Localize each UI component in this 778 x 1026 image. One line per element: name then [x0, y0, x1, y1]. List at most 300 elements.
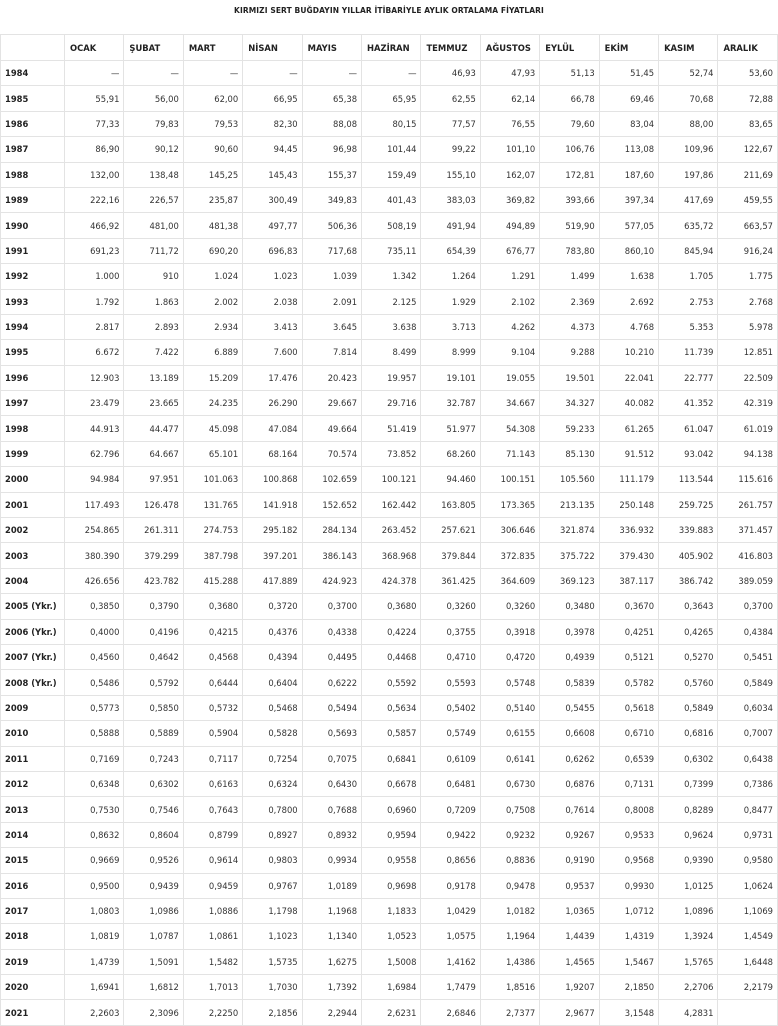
price-cell: —	[65, 61, 124, 86]
price-cell: 109,96	[659, 137, 718, 162]
price-cell: 2.038	[243, 289, 302, 314]
price-cell: 2.934	[183, 314, 242, 339]
price-cell: 389.059	[718, 568, 778, 593]
price-cell: 0,4642	[124, 644, 183, 669]
price-cell: 401,43	[362, 187, 421, 212]
price-cell: 0,4376	[243, 619, 302, 644]
price-cell: 7.814	[302, 340, 361, 365]
price-cell: 6.889	[183, 340, 242, 365]
price-cell: 1,1340	[302, 924, 361, 949]
price-cell: 735,11	[362, 238, 421, 263]
price-cell: 371.457	[718, 518, 778, 543]
price-cell: 0,6841	[362, 746, 421, 771]
price-cell: 1.024	[183, 264, 242, 289]
price-cell: 0,7117	[183, 746, 242, 771]
year-cell: 1986	[1, 111, 65, 136]
table-row	[1, 746, 778, 771]
price-cell: 113.544	[659, 467, 718, 492]
price-cell: 0,7399	[659, 771, 718, 796]
price-cell: 336.932	[599, 518, 658, 543]
price-cell: 0,8656	[421, 848, 480, 873]
price-cell: 0,3720	[243, 594, 302, 619]
price-cell: 1,0189	[302, 873, 361, 898]
price-cell: 2,1850	[599, 975, 658, 1000]
price-cell: 481,38	[183, 213, 242, 238]
price-cell: 19.501	[540, 365, 599, 390]
year-cell: 2016	[1, 873, 65, 898]
price-cell: 91.512	[599, 441, 658, 466]
year-cell: 1995	[1, 340, 65, 365]
price-cell: —	[362, 61, 421, 86]
price-cell: 101,44	[362, 137, 421, 162]
price-cell: 1,0429	[421, 898, 480, 923]
price-cell: 70,68	[659, 86, 718, 111]
price-cell: 0,8799	[183, 822, 242, 847]
price-cell: 79,53	[183, 111, 242, 136]
year-cell: 2017	[1, 898, 65, 923]
price-cell: 66,78	[540, 86, 599, 111]
price-cell: 379.430	[599, 543, 658, 568]
price-cell: 34.667	[480, 391, 539, 416]
price-cell: 0,5849	[718, 670, 778, 695]
price-cell: 2,2179	[718, 975, 778, 1000]
price-cell: 417,69	[659, 187, 718, 212]
year-cell: 1998	[1, 416, 65, 441]
price-cell: 0,3978	[540, 619, 599, 644]
price-cell: 1,4565	[540, 949, 599, 974]
price-cell: 1.929	[421, 289, 480, 314]
year-cell: 1999	[1, 441, 65, 466]
price-cell: 51.419	[362, 416, 421, 441]
price-cell: 426.656	[65, 568, 124, 593]
year-cell: 2002	[1, 518, 65, 543]
price-cell	[718, 1000, 778, 1025]
table-row	[1, 644, 778, 669]
price-cell: 393,66	[540, 187, 599, 212]
price-cell: 100.868	[243, 467, 302, 492]
price-cell: 62,55	[421, 86, 480, 111]
price-cell: 49.664	[302, 416, 361, 441]
price-cell: 2.091	[302, 289, 361, 314]
year-cell: 1987	[1, 137, 65, 162]
table-row	[1, 1000, 778, 1025]
price-cell: 122,67	[718, 137, 778, 162]
price-cell: 506,36	[302, 213, 361, 238]
price-cell: 0,7800	[243, 797, 302, 822]
price-cell: 0,3850	[65, 594, 124, 619]
price-cell: 0,6155	[480, 721, 539, 746]
price-cell: 79,83	[124, 111, 183, 136]
price-cell: 62,00	[183, 86, 242, 111]
year-cell: 2013	[1, 797, 65, 822]
price-cell: 44.477	[124, 416, 183, 441]
price-cell: 0,4560	[65, 644, 124, 669]
price-cell: 44.913	[65, 416, 124, 441]
price-cell: 40.082	[599, 391, 658, 416]
price-cell: 0,4720	[480, 644, 539, 669]
price-cell: 52,74	[659, 61, 718, 86]
price-cell: 90,12	[124, 137, 183, 162]
price-cell: 132,00	[65, 162, 124, 187]
price-cell: 0,7243	[124, 746, 183, 771]
price-cell: 0,6539	[599, 746, 658, 771]
price-cell: 1,7392	[302, 975, 361, 1000]
table-body	[1, 61, 778, 1026]
price-cell: 1,5482	[183, 949, 242, 974]
table-row	[1, 61, 778, 86]
price-cell: 0,9624	[659, 822, 718, 847]
header-row	[1, 35, 778, 61]
price-cell: 577,05	[599, 213, 658, 238]
price-cell: 0,5749	[421, 721, 480, 746]
price-cell: 0,3260	[421, 594, 480, 619]
table-row	[1, 86, 778, 111]
price-cell: 423.782	[124, 568, 183, 593]
price-cell: 1,6812	[124, 975, 183, 1000]
price-cell: 1.023	[243, 264, 302, 289]
price-cell: 0,9558	[362, 848, 421, 873]
year-cell: 2006 (Ykr.)	[1, 619, 65, 644]
price-cell: 0,9614	[183, 848, 242, 873]
price-cell: 1,1968	[302, 898, 361, 923]
price-cell: 94.984	[65, 467, 124, 492]
price-cell: 0,9930	[599, 873, 658, 898]
price-cell: 101.063	[183, 467, 242, 492]
year-cell: 2012	[1, 771, 65, 796]
price-cell: 55,91	[65, 86, 124, 111]
price-cell: 0,6222	[302, 670, 361, 695]
price-cell: 94.138	[718, 441, 778, 466]
year-cell: 1985	[1, 86, 65, 111]
price-cell: 0,9731	[718, 822, 778, 847]
price-cell: 0,9537	[540, 873, 599, 898]
price-cell: 111.179	[599, 467, 658, 492]
price-cell: 115.616	[718, 467, 778, 492]
price-cell: 141.918	[243, 492, 302, 517]
table-row	[1, 264, 778, 289]
price-cell: 162.442	[362, 492, 421, 517]
price-cell: 0,5828	[243, 721, 302, 746]
price-cell: 2.102	[480, 289, 539, 314]
price-cell: 0,5270	[659, 644, 718, 669]
price-cell: 0,9439	[124, 873, 183, 898]
price-cell: 1,6448	[718, 949, 778, 974]
table-header	[1, 35, 778, 61]
price-cell: 0,4568	[183, 644, 242, 669]
price-cell: 1,0182	[480, 898, 539, 923]
price-cell: 635,72	[659, 213, 718, 238]
price-cell: 96,98	[302, 137, 361, 162]
price-cell: 71.143	[480, 441, 539, 466]
price-cell: 321.874	[540, 518, 599, 543]
column-header: OCAK	[65, 35, 124, 61]
price-cell: 3.413	[243, 314, 302, 339]
table-row	[1, 441, 778, 466]
price-cell: 41.352	[659, 391, 718, 416]
price-cell: 23.479	[65, 391, 124, 416]
price-cell: 845,94	[659, 238, 718, 263]
table-row	[1, 797, 778, 822]
price-cell: 0,9533	[599, 822, 658, 847]
price-cell: 361.425	[421, 568, 480, 593]
price-cell: 61.265	[599, 416, 658, 441]
price-cell: 19.055	[480, 365, 539, 390]
price-cell: 4.262	[480, 314, 539, 339]
price-cell: 1.775	[718, 264, 778, 289]
year-cell: 1992	[1, 264, 65, 289]
price-cell: 0,5849	[659, 695, 718, 720]
price-cell: 22.777	[659, 365, 718, 390]
price-cell: 0,5889	[124, 721, 183, 746]
column-header: MAYIS	[302, 35, 361, 61]
price-cell: 284.134	[302, 518, 361, 543]
price-cell: 0,4394	[243, 644, 302, 669]
price-cell: 0,7614	[540, 797, 599, 822]
table-row	[1, 695, 778, 720]
price-cell: 1.499	[540, 264, 599, 289]
price-cell: 68.164	[243, 441, 302, 466]
price-cell: 88,00	[659, 111, 718, 136]
year-cell: 1989	[1, 187, 65, 212]
price-cell: 1,4386	[480, 949, 539, 974]
table-row	[1, 492, 778, 517]
price-cell: 66,95	[243, 86, 302, 111]
price-cell: 0,6960	[362, 797, 421, 822]
price-cell: 0,7688	[302, 797, 361, 822]
price-cell: 0,5486	[65, 670, 124, 695]
price-cell: 0,3670	[599, 594, 658, 619]
price-cell: 0,9267	[540, 822, 599, 847]
price-cell: 0,9580	[718, 848, 778, 873]
price-cell: 7.422	[124, 340, 183, 365]
price-cell: 65,38	[302, 86, 361, 111]
year-cell: 2015	[1, 848, 65, 873]
year-cell: 2020	[1, 975, 65, 1000]
price-cell: 0,4495	[302, 644, 361, 669]
price-cell: 0,6324	[243, 771, 302, 796]
price-cell: 106,76	[540, 137, 599, 162]
year-cell: 2010	[1, 721, 65, 746]
price-cell: 369.123	[540, 568, 599, 593]
price-cell: 10.210	[599, 340, 658, 365]
price-cell: 2,9677	[540, 1000, 599, 1025]
price-cell: 0,9190	[540, 848, 599, 873]
price-cell: 1.291	[480, 264, 539, 289]
price-cell: 0,6302	[659, 746, 718, 771]
table-row	[1, 340, 778, 365]
table-row	[1, 771, 778, 796]
price-cell: 0,9568	[599, 848, 658, 873]
table-row	[1, 391, 778, 416]
price-cell: 1,1023	[243, 924, 302, 949]
price-cell: 1,0803	[65, 898, 124, 923]
price-cell: 2.753	[659, 289, 718, 314]
price-cell: 0,5857	[362, 721, 421, 746]
price-cell: 9.288	[540, 340, 599, 365]
price-cell: 261.311	[124, 518, 183, 543]
price-cell: 61.019	[718, 416, 778, 441]
price-cell: 1,5467	[599, 949, 658, 974]
price-cell: 7.600	[243, 340, 302, 365]
price-cell: 2,2944	[302, 1000, 361, 1025]
price-cell: 1,0624	[718, 873, 778, 898]
price-cell: 0,6481	[421, 771, 480, 796]
price-cell: 2,2250	[183, 1000, 242, 1025]
year-cell: 1994	[1, 314, 65, 339]
price-cell: 364.609	[480, 568, 539, 593]
year-cell: 2018	[1, 924, 65, 949]
year-cell: 1990	[1, 213, 65, 238]
price-cell: 0,4939	[540, 644, 599, 669]
price-cell: 5.978	[718, 314, 778, 339]
price-cell: 80,15	[362, 111, 421, 136]
price-cell: 0,7254	[243, 746, 302, 771]
price-cell: 259.725	[659, 492, 718, 517]
price-cell: 1,5091	[124, 949, 183, 974]
table-row	[1, 898, 778, 923]
column-header-year	[1, 35, 65, 61]
price-cell: 369,82	[480, 187, 539, 212]
price-cell: 263.452	[362, 518, 421, 543]
price-cell: 0,7546	[124, 797, 183, 822]
column-header: EKİM	[599, 35, 658, 61]
price-cell: 0,3918	[480, 619, 539, 644]
price-cell: 213.135	[540, 492, 599, 517]
price-cell: 0,5402	[421, 695, 480, 720]
price-cell: 79,60	[540, 111, 599, 136]
price-cell: 1,0125	[659, 873, 718, 898]
price-cell: 46,93	[421, 61, 480, 86]
column-header: KASIM	[659, 35, 718, 61]
table-row	[1, 670, 778, 695]
table-row	[1, 111, 778, 136]
price-cell: 69,46	[599, 86, 658, 111]
price-cell: 93.042	[659, 441, 718, 466]
price-cell: 1,8516	[480, 975, 539, 1000]
price-cell: 0,6430	[302, 771, 361, 796]
price-cell: 226,57	[124, 187, 183, 212]
price-cell: 0,6444	[183, 670, 242, 695]
price-cell: 1,0712	[599, 898, 658, 923]
price-cell: 405.902	[659, 543, 718, 568]
table-row	[1, 365, 778, 390]
price-cell: 68.260	[421, 441, 480, 466]
price-cell: 64.667	[124, 441, 183, 466]
price-cell: 1,0886	[183, 898, 242, 923]
price-cell: 211,69	[718, 162, 778, 187]
price-cell: 2,1856	[243, 1000, 302, 1025]
year-cell: 2021	[1, 1000, 65, 1025]
price-cell: 4.768	[599, 314, 658, 339]
price-cell: 0,3700	[718, 594, 778, 619]
table-row	[1, 416, 778, 441]
price-cell: 0,5888	[65, 721, 124, 746]
price-cell: 1.342	[362, 264, 421, 289]
table-row	[1, 822, 778, 847]
price-cell: 29.716	[362, 391, 421, 416]
price-cell: 696,83	[243, 238, 302, 263]
price-cell: 0,5455	[540, 695, 599, 720]
price-cell: —	[124, 61, 183, 86]
price-cell: 1.000	[65, 264, 124, 289]
price-cell: 100.121	[362, 467, 421, 492]
price-cell: 187,60	[599, 162, 658, 187]
price-cell: 0,7530	[65, 797, 124, 822]
price-cell: 0,5593	[421, 670, 480, 695]
price-cell: 459,55	[718, 187, 778, 212]
price-cell: 56,00	[124, 86, 183, 111]
price-cell: 1,1833	[362, 898, 421, 923]
price-cell: 1,7013	[183, 975, 242, 1000]
price-cell: 3.713	[421, 314, 480, 339]
price-cell: 117.493	[65, 492, 124, 517]
price-cell: 235,87	[183, 187, 242, 212]
price-cell: 1,1798	[243, 898, 302, 923]
price-cell: 0,9500	[65, 873, 124, 898]
price-cell: 0,5760	[659, 670, 718, 695]
price-table	[0, 34, 778, 1026]
price-cell: 0,7075	[302, 746, 361, 771]
price-cell: 417.889	[243, 568, 302, 593]
price-cell: 70.574	[302, 441, 361, 466]
price-cell: 53,60	[718, 61, 778, 86]
price-cell: 0,8927	[243, 822, 302, 847]
price-cell: 0,7007	[718, 721, 778, 746]
price-cell: 82,30	[243, 111, 302, 136]
year-cell: 1996	[1, 365, 65, 390]
table-row	[1, 619, 778, 644]
price-cell: 663,57	[718, 213, 778, 238]
price-cell: 0,6816	[659, 721, 718, 746]
price-cell: 1,0575	[421, 924, 480, 949]
price-cell: 1,0523	[362, 924, 421, 949]
price-cell: 383,03	[421, 187, 480, 212]
price-cell: 73.852	[362, 441, 421, 466]
price-cell: 34.327	[540, 391, 599, 416]
price-cell: 424.923	[302, 568, 361, 593]
column-header: TEMMUZ	[421, 35, 480, 61]
price-cell: 0,5693	[302, 721, 361, 746]
price-cell: 72,88	[718, 86, 778, 111]
price-cell: 2.125	[362, 289, 421, 314]
price-cell: 42.319	[718, 391, 778, 416]
price-cell: 2,2603	[65, 1000, 124, 1025]
price-cell: 0,5592	[362, 670, 421, 695]
year-cell: 1993	[1, 289, 65, 314]
price-cell: 1,5765	[659, 949, 718, 974]
price-cell: 2.369	[540, 289, 599, 314]
price-cell: 0,7643	[183, 797, 242, 822]
price-cell: 711,72	[124, 238, 183, 263]
price-cell: 717,68	[302, 238, 361, 263]
price-cell: 3,1548	[599, 1000, 658, 1025]
price-cell: 47.084	[243, 416, 302, 441]
price-cell: 19.101	[421, 365, 480, 390]
year-cell: 2011	[1, 746, 65, 771]
table-row	[1, 924, 778, 949]
column-header: ARALIK	[718, 35, 778, 61]
price-cell: 676,77	[480, 238, 539, 263]
price-cell: 131.765	[183, 492, 242, 517]
price-cell: 62,14	[480, 86, 539, 111]
price-cell: 0,4251	[599, 619, 658, 644]
price-cell: 387.798	[183, 543, 242, 568]
price-cell: 0,9422	[421, 822, 480, 847]
price-cell: 59.233	[540, 416, 599, 441]
price-cell: 4,2831	[659, 1000, 718, 1025]
price-cell: 386.143	[302, 543, 361, 568]
price-cell: 783,80	[540, 238, 599, 263]
